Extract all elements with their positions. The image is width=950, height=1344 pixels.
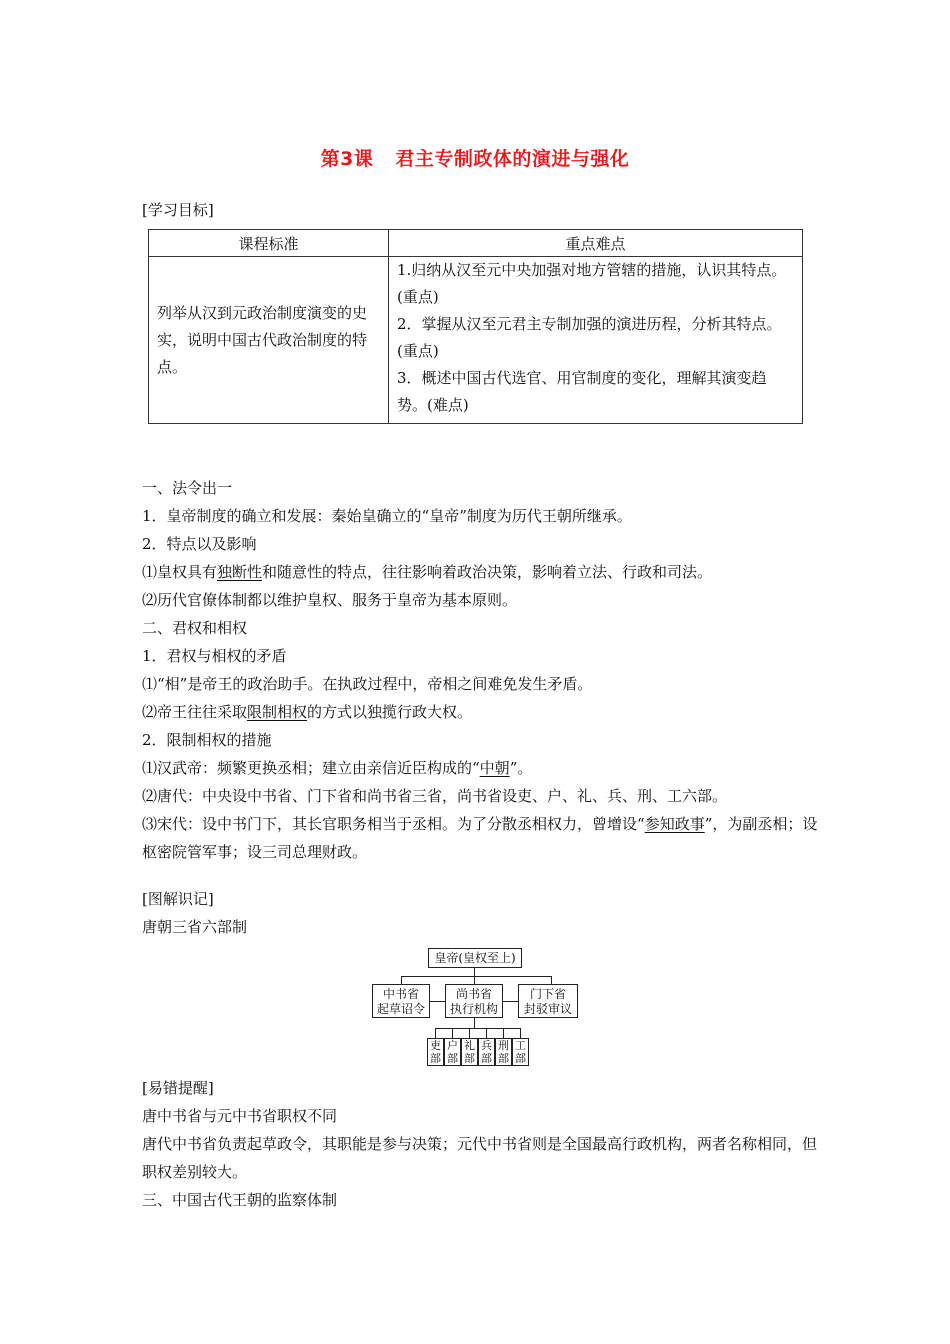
dept-box: 工 部 bbox=[512, 1038, 529, 1066]
paragraph: ⑵唐代：中央设中书省、门下省和尚书省三省，尚书省设吏、户、礼、兵、刑、工六部。 bbox=[142, 787, 728, 805]
diagram-tag: [图解识记] bbox=[142, 890, 214, 908]
keyword: 独断性 bbox=[217, 563, 263, 581]
paragraph: ⑵历代官僚体制都以维护皇权、服务于皇帝为基本原则。 bbox=[142, 591, 518, 609]
keyword: 限制相权 bbox=[247, 703, 308, 721]
dept-box: 刑 部 bbox=[495, 1038, 512, 1066]
dept-box: 兵 部 bbox=[478, 1038, 495, 1066]
goals-table bbox=[148, 229, 803, 424]
key-point: 2．掌握从汉至元君主专制加强的演进历程，分析其特点。(重点) bbox=[397, 315, 782, 360]
dept-box: 礼 部 bbox=[461, 1038, 478, 1066]
keyword: 参知政事 bbox=[644, 815, 705, 833]
tips-heading: 唐中书省与元中书省职权不同 bbox=[142, 1107, 338, 1125]
section-heading: 二、君权和相权 bbox=[142, 619, 248, 637]
page-title bbox=[0, 144, 950, 171]
dept-box: 吏 部 bbox=[427, 1038, 444, 1066]
menxia-box: 门下省 封驳审议 bbox=[518, 984, 578, 1018]
section-heading: 一、法令出一 bbox=[142, 479, 233, 497]
key-point: 1.归纳从汉至元中央加强对地方管辖的措施，认识其特点。(重点) bbox=[397, 261, 787, 306]
paragraph: 1．皇帝制度的确立和发展：秦始皇确立的“皇帝”制度为历代王朝所继承。 bbox=[142, 507, 632, 525]
tips-tag: [易错提醒] bbox=[142, 1079, 214, 1097]
keyword: 中朝 bbox=[479, 759, 510, 777]
key-point: 3．概述中国古代选官、用官制度的变化，理解其演变趋势。(难点) bbox=[397, 369, 767, 414]
goals-tag: [学习目标] bbox=[142, 201, 214, 219]
key-points bbox=[389, 257, 803, 424]
lesson-number: 第3课 bbox=[320, 148, 374, 170]
tips-text: 唐代中书省负责起草政令，其职能是参与决策；元代中书省则是全国最高行政机构，两者名称相同，但职权差别较大。 bbox=[142, 1135, 818, 1181]
tips-section bbox=[142, 1074, 822, 1214]
header-key: 重点难点 bbox=[389, 230, 803, 257]
diagram-caption: 唐朝三省六部制 bbox=[142, 918, 248, 936]
paragraph: ⑵帝王往往采取限制相权的方式以独揽行政大权。 bbox=[142, 703, 473, 721]
header-standard: 课程标准 bbox=[149, 230, 389, 257]
lesson-name: 君主专制政体的演进与强化 bbox=[395, 148, 630, 170]
shangshu-box: 尚书省 执行机构 bbox=[445, 984, 503, 1018]
paragraph: ⑴“相”是帝王的政治助手。在执政过程中，帝相之间难免发生矛盾。 bbox=[142, 675, 593, 693]
paragraph: 2．限制相权的措施 bbox=[142, 731, 272, 749]
paragraph: ⑶宋代：设中书门下，其长官职务相当于丞相。为了分散丞相权力，曾增设“参知政事”，为副丞相；设枢密院管军事；设三司总理财政。 bbox=[142, 815, 818, 861]
section-heading: 三、中国古代王朝的监察体制 bbox=[142, 1191, 338, 1209]
section-1 bbox=[142, 474, 822, 866]
three-departments-diagram bbox=[370, 946, 580, 1068]
paragraph: 1．君权与相权的矛盾 bbox=[142, 647, 287, 665]
zhongshu-box: 中书省 起草诏令 bbox=[372, 984, 430, 1018]
paragraph: ⑴汉武帝：频繁更换丞相；建立由亲信近臣构成的“中朝”。 bbox=[142, 759, 533, 777]
course-standard: 列举从汉到元政治制度演变的史实，说明中国古代政治制度的特点。 bbox=[149, 257, 389, 424]
dept-box: 户 部 bbox=[444, 1038, 461, 1066]
paragraph: ⑴皇权具有独断性和随意性的特点，往往影响着政治决策，影响着立法、行政和司法。 bbox=[142, 563, 713, 581]
emperor-box: 皇帝(皇权至上) bbox=[428, 948, 522, 968]
paragraph: 2．特点以及影响 bbox=[142, 535, 257, 553]
